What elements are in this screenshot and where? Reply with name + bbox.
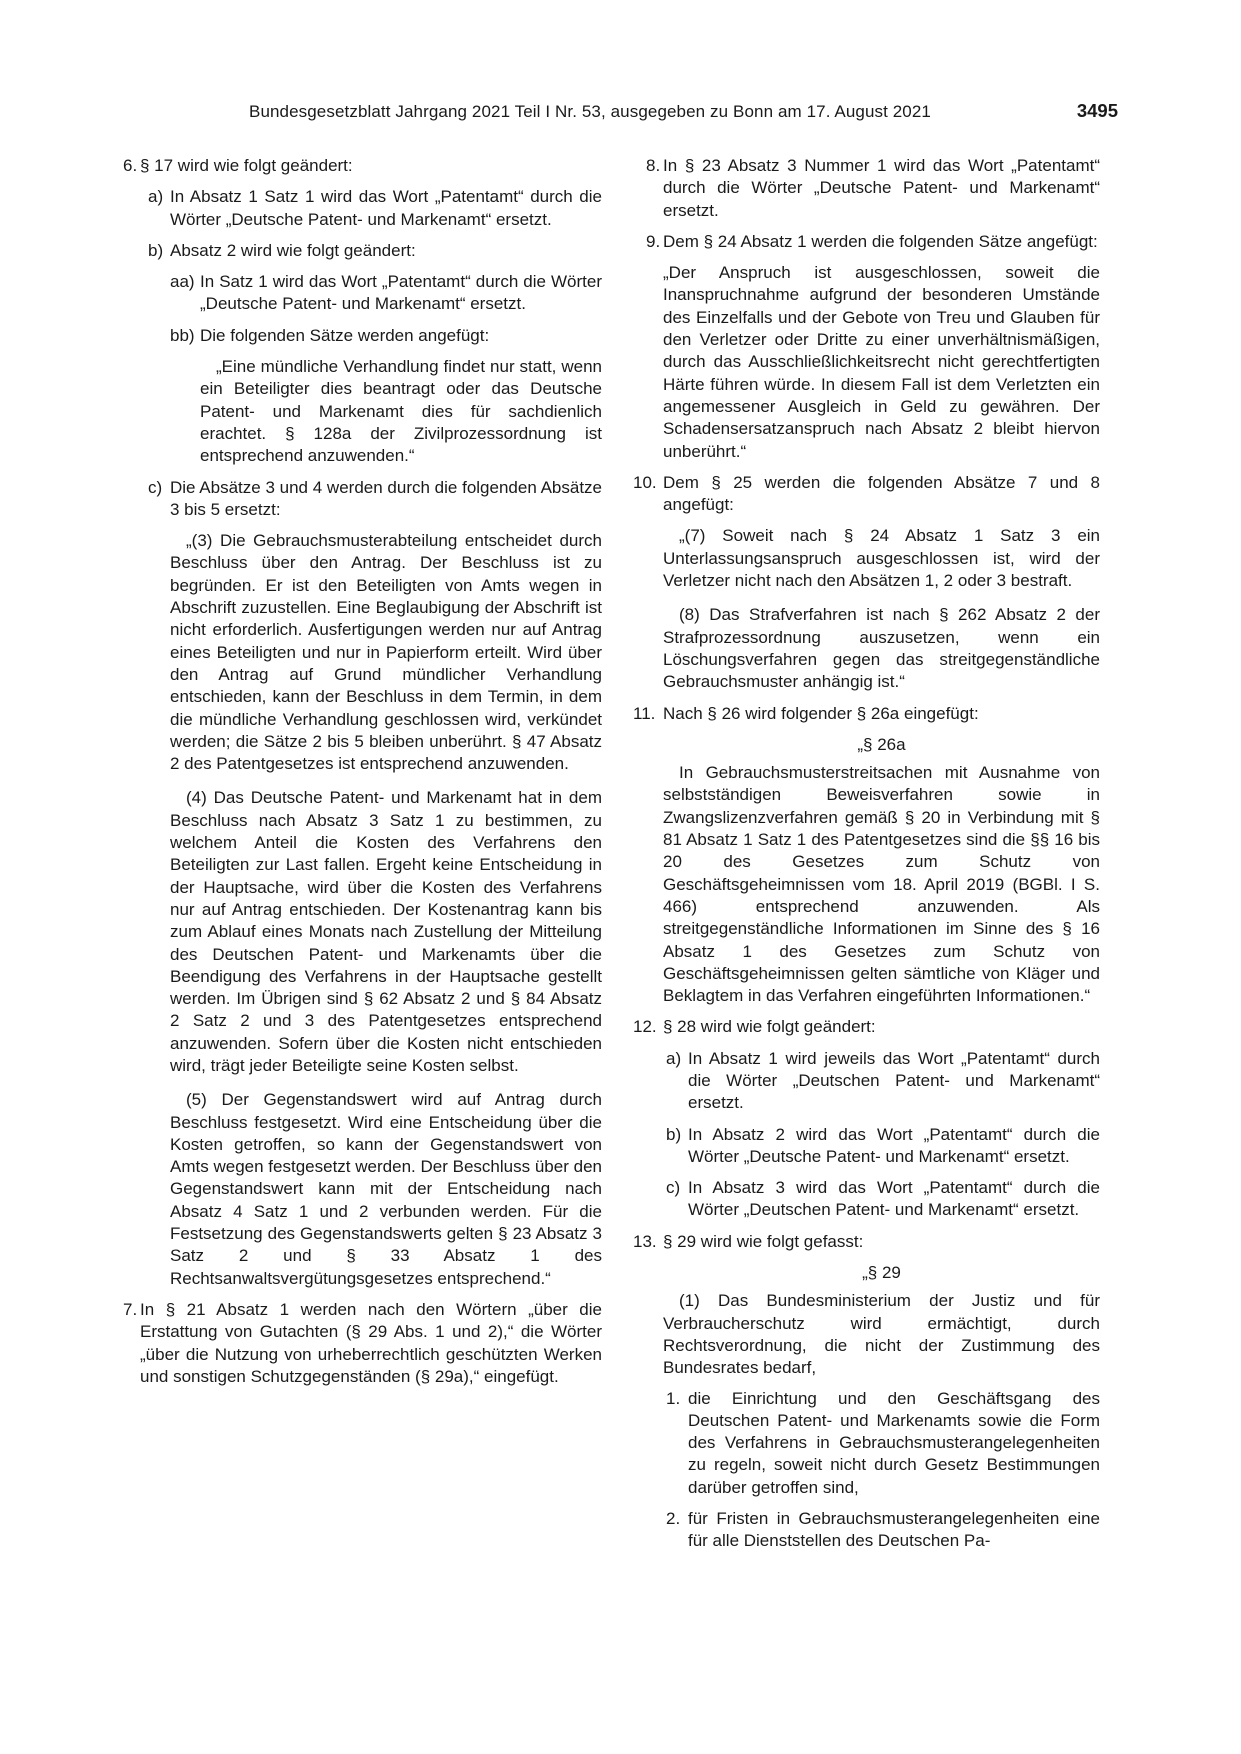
sub-item-text: In Absatz 1 wird jeweils das Wort „Patentamt“ durch die Wörter „Deutschen Patent- und Markenamt“ ersetzt. bbox=[688, 1048, 1100, 1113]
sub-sub-item-aa bbox=[170, 271, 602, 316]
quoted-text bbox=[663, 1262, 1100, 1379]
item-10 bbox=[633, 472, 1100, 694]
section-heading: „§ 29 bbox=[862, 1263, 901, 1283]
quoted-paragraph: In Gebrauchsmusterstreitsachen mit Ausnahme von selbstständigen Beweisverfahren sowie in Zwangslizenzverfahren gemäß § 20 in Verbindung mit § 81 Absatz 1 Satz 1 des Patentgesetzes sind die §§ 16 bis 20 des Gesetzes zum Schutz von Geschäftsgeheimnissen vom 18. April 2019 (BGBl. I S. 466) entsprechend anzuwenden. Als streitgegenständliche Informationen im Sinne des § 16 Absatz 1 des Gesetzes zum Schutz von Geschäftsgeheimnissen gelten sämtliche von Kläger und Beklagtem in das Verfahren eingeführten Informationen.“ bbox=[663, 763, 1100, 1006]
quoted-text bbox=[170, 530, 602, 1290]
item-text: In § 23 Absatz 3 Nummer 1 wird das Wort „Patentamt“ durch die Wörter „Deutsche Patent- und Markenamt“ ersetzt. bbox=[663, 156, 1100, 220]
item-label: Dem § 25 werden die folgenden Absätze 7 und 8 angefügt: bbox=[663, 472, 1100, 515]
quoted-text bbox=[663, 262, 1100, 463]
sub-item-letter: c) bbox=[148, 477, 163, 497]
quoted-paragraph-5: (5) Der Gegenstandswert wird auf Antrag durch Beschluss festgesetzt. Wird eine Entscheidung über die Kosten getroffen, so kann der Gegenstandswert von Amts wegen festgesetzt werden. Der Beschluss über den Gegenstandswert kann mit der Entscheidung nach Absatz 4 Satz 1 und 2 verbunden werden. Für die Festsetzung des Gegenstandswerts gelten § 23 Absatz 3 Satz 2 und § 33 Absatz 1 des Rechtsanwaltsvergütungsgesetzes entsprechend.“ bbox=[170, 1090, 602, 1288]
sub-item-c bbox=[148, 477, 602, 1290]
numbered-item-number: 1. bbox=[666, 1388, 681, 1408]
page-number: 3495 bbox=[1076, 100, 1118, 121]
right-column bbox=[628, 155, 1100, 1562]
quoted-paragraph-7: „(7) Soweit nach § 24 Absatz 1 Satz 3 ein Unterlassungsanspruch ausgeschlossen ist, wird der Verletzer nicht nach den Absätzen 1, 2 oder 3 bestraft. bbox=[663, 526, 1100, 591]
numbered-item-text: für Fristen in Gebrauchsmusterangelegenheiten eine für alle Dienststellen des Deutschen Pa- bbox=[688, 1509, 1100, 1551]
item-8 bbox=[646, 155, 1100, 222]
numbered-item-number: 2. bbox=[666, 1509, 681, 1529]
section-heading: „§ 26a bbox=[857, 734, 906, 754]
sub-sub-item-bb bbox=[170, 325, 602, 468]
quoted-paragraph: „Der Anspruch ist ausgeschlossen, soweit die Inanspruchnahme aufgrund der besonderen Umstände des Einzelfalls und der Gebote von Treu und Glauben für den Verletzer oder Dritte zu einer unverhältnismäßigen, durch das Ausschließlichkeitsrecht nicht gerechtfertigten Härte führen würde. In diesem Fall ist dem Verletzten ein angemessener Ausgleich in Geld zu gewähren. Der Schadensersatzanspruch nach Absatz 2 bleibt hiervon unberührt.“ bbox=[663, 263, 1100, 461]
item-number: 11. bbox=[633, 703, 656, 723]
sub-item-a bbox=[666, 1048, 1100, 1115]
item-7 bbox=[123, 1299, 602, 1388]
quoted-paragraph-8: (8) Das Strafverfahren ist nach § 262 Absatz 2 der Strafprozessordnung auszusetzen, wenn ein Löschungsverfahren gegen das streitgegenständliche Gebrauchsmuster anhängig ist.“ bbox=[663, 605, 1100, 692]
item-number: 8. bbox=[646, 156, 661, 175]
numbered-item-2 bbox=[666, 1508, 1100, 1553]
quoted-paragraph-3: „(3) Die Gebrauchsmusterabteilung entscheidet durch Beschluss über den Antrag. Der Beschluss ist zu begründen. Er ist den Beteiligten von Amts wegen in Abschrift zuzustellen. Eine Beglaubigung der Abschrift ist nicht erforderlich. Ausfertigungen werden nur auf Antrag eines Beteiligten und nur in Papierform erteilt. Wird über den Antrag auf Grund mündlicher Verhandlung entschieden, kann der Beschluss in dem Termin, in dem die mündliche Verhandlung geschlossen wird, verkündet werden; die Sätze 2 bis 5 bleiben unberührt. § 47 Absatz 2 des Patentgesetzes ist entsprechend anzuwenden. bbox=[170, 531, 602, 774]
sub-item-a bbox=[148, 186, 602, 231]
item-label: § 28 wird wie folgt geändert: bbox=[663, 1017, 876, 1037]
item-label: § 29 wird wie folgt gefasst: bbox=[663, 1231, 864, 1251]
sub-sub-item-text: In Satz 1 wird das Wort „Patentamt“ durch die Wörter „Deutsche Patent- und Markenamt“ ersetzt. bbox=[200, 272, 602, 314]
running-head: Bundesgesetzblatt Jahrgang 2021 Teil I Nr. 53, ausgegeben zu Bonn am 17. August 2021 bbox=[249, 102, 931, 121]
item-11 bbox=[633, 703, 1100, 1008]
sub-item-text: In Absatz 2 wird das Wort „Patentamt“ durch die Wörter „Deutsche Patent- und Markenamt“ ersetzt. bbox=[688, 1124, 1100, 1166]
item-label: § 17 wird wie folgt geändert: bbox=[140, 156, 353, 175]
sub-item-label: Absatz 2 wird wie folgt geändert: bbox=[170, 240, 416, 260]
sub-item-b bbox=[148, 240, 602, 468]
sub-sub-item-letter: aa) bbox=[170, 272, 195, 292]
sub-item-letter: b) bbox=[148, 240, 164, 260]
item-text: In § 21 Absatz 1 werden nach den Wörtern „über die Erstattung von Gutachten (§ 29 Abs. 1 und 2),“ die Wörter „über die Nutzung von urheberrechtlich geschützten Werken und sonstigen Schutzgegenständen (§ 29a),“ eingefügt. bbox=[140, 1299, 602, 1386]
item-9 bbox=[646, 231, 1100, 463]
sub-item-c bbox=[666, 1177, 1100, 1222]
item-number: 6. bbox=[123, 156, 138, 175]
item-number: 7. bbox=[123, 1299, 138, 1319]
sub-item-letter: b) bbox=[666, 1124, 682, 1144]
sub-item-letter: c) bbox=[666, 1178, 681, 1198]
item-13 bbox=[633, 1231, 1100, 1553]
item-number: 13. bbox=[633, 1231, 657, 1251]
quoted-text bbox=[663, 525, 1100, 693]
numbered-item-text: die Einrichtung und den Geschäftsgang des Deutschen Patent- und Markenamts sowie die Form des Verfahrens in Gebrauchsmusterangelegenheiten zu regeln, soweit nicht durch Gesetz Bestimmungen darüber getroffen sind, bbox=[688, 1388, 1100, 1497]
item-number: 10. bbox=[633, 472, 657, 492]
item-label: Dem § 24 Absatz 1 werden die folgenden Sätze angefügt: bbox=[663, 231, 1098, 251]
item-12 bbox=[633, 1016, 1100, 1221]
sub-item-text: In Absatz 1 Satz 1 wird das Wort „Patentamt“ durch die Wörter „Deutsche Patent- und Markenamt“ ersetzt. bbox=[170, 187, 602, 229]
item-6 bbox=[123, 155, 602, 1290]
sub-item-letter: a) bbox=[148, 187, 164, 207]
sub-sub-item-letter: bb) bbox=[170, 325, 195, 345]
quoted-text bbox=[200, 356, 602, 467]
numbered-item-1 bbox=[666, 1388, 1100, 1499]
quoted-text bbox=[663, 734, 1100, 1008]
sub-sub-item-label: Die folgenden Sätze werden angefügt: bbox=[200, 325, 490, 345]
item-number: 12. bbox=[633, 1017, 657, 1037]
quoted-paragraph-4: (4) Das Deutsche Patent- und Markenamt hat in dem Beschluss nach Absatz 3 Satz 1 zu bestimmen, zu welchem Anteil die Kosten des Verfahrens den Beteiligten zur Last fallen. Ergeht keine Entscheidung in der Hauptsache, wird über die Kosten des Verfahrens nur auf Antrag entschieden. Der Kostenantrag kann bis zum Ablauf eines Monats nach Zustellung der Mitteilung des Deutschen Patent- und Markenamts über die Beendigung des Verfahrens in der Hauptsache gestellt werden. Im Übrigen sind § 62 Absatz 2 und § 84 Absatz 2 Satz 2 und 3 des Patentgesetzes entsprechend anzuwenden. Sofern über die Kosten nicht entschieden wird, trägt jeder Beteiligte seine Kosten selbst. bbox=[170, 788, 602, 1075]
sub-item-label: Die Absätze 3 und 4 werden durch die folgenden Absätze 3 bis 5 ersetzt: bbox=[170, 477, 602, 519]
item-number: 9. bbox=[646, 231, 661, 251]
quoted-paragraph: „Eine mündliche Verhandlung findet nur statt, wenn ein Beteiligter dies beantragt oder das Deutsche Patent- und Markenamt dies für sachdienlich erachtet. § 128a der Zivilprozessordnung ist entsprechend anzuwenden.“ bbox=[200, 357, 602, 466]
sub-item-b bbox=[666, 1124, 1100, 1169]
sub-item-letter: a) bbox=[666, 1048, 682, 1068]
item-label: Nach § 26 wird folgender § 26a eingefügt: bbox=[663, 703, 979, 723]
sub-item-text: In Absatz 3 wird das Wort „Patentamt“ durch die Wörter „Deutschen Patent- und Markenamt“ ersetzt. bbox=[688, 1178, 1100, 1220]
quoted-paragraph-1: (1) Das Bundesministerium der Justiz und für Verbraucherschutz wird ermächtigt, durch Rechtsverordnung, die nicht der Zustimmung des Bundesrates bedarf, bbox=[663, 1291, 1100, 1378]
left-column bbox=[123, 155, 602, 1397]
